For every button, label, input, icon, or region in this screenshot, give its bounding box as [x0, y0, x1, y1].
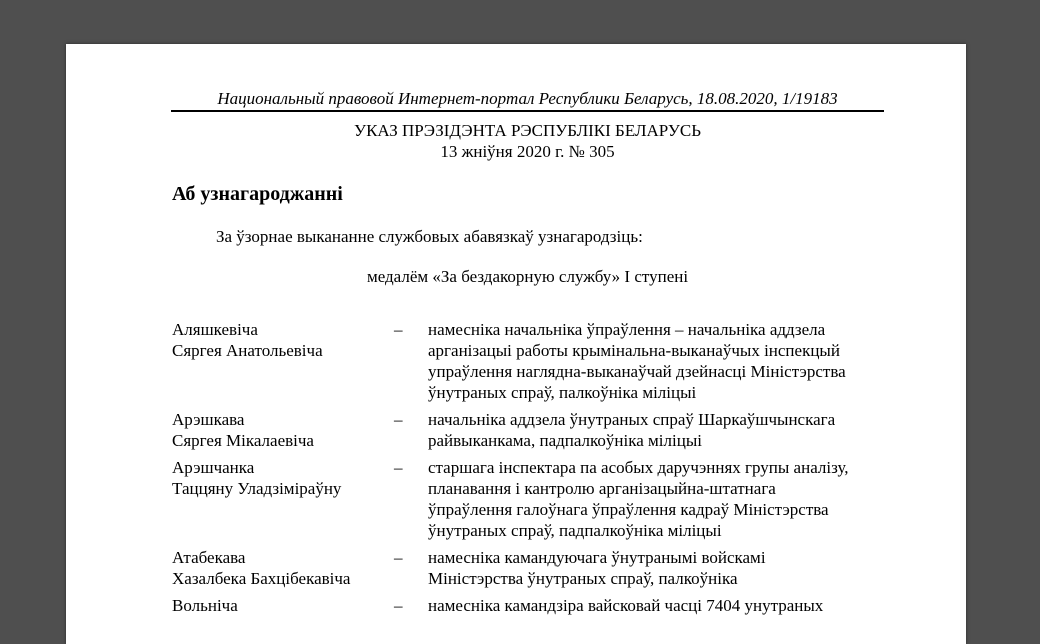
position-line: упраўлення наглядна-выканаўчай дзейнасці Міністэрства	[428, 362, 846, 381]
medal-title: медалём «За бездакорную службу» І ступені	[366, 267, 689, 286]
header-rule	[171, 110, 884, 112]
position-line: намесніка начальніка ўпраўлення – начальніка аддзела	[428, 320, 826, 339]
position-line: райвыканкама, падпалкоўніка міліцыі	[428, 431, 702, 450]
decree-heading: Аб узнагароджанні	[172, 183, 343, 205]
decree-date-number: 13 жніўня 2020 г. № 305	[440, 142, 615, 161]
document-page	[66, 44, 966, 644]
position-line: намесніка камандзіра вайсковай часці 7404 унутраных	[428, 596, 824, 615]
recipient-given-name: Сяргея Анатольевіча	[172, 341, 323, 360]
recipient-position	[428, 547, 908, 589]
recipient-row	[172, 547, 932, 589]
recipients-list	[172, 319, 932, 622]
decree-title-block	[171, 120, 884, 162]
recipient-dash: –	[394, 410, 403, 429]
position-line: арганізацыі работы крымінальна-выканаўчых інспекцый	[428, 341, 840, 360]
recipient-position	[428, 457, 908, 541]
recipient-given-name: Таццяну Уладзіміраўну	[172, 479, 342, 498]
recipient-name	[172, 457, 394, 541]
position-line: начальніка аддзела ўнутраных спраў Шаркаўшчынскага	[428, 410, 836, 429]
recipient-surname: Аляшкевіча	[172, 320, 258, 339]
recipient-name	[172, 409, 394, 451]
recipient-row	[172, 409, 932, 451]
decree-intro: За ўзорнае выкананне службовых абавязкаў узнагародзіць:	[216, 227, 643, 246]
recipient-row	[172, 595, 932, 616]
recipient-name	[172, 595, 394, 616]
position-line: намесніка камандуючага ўнутранымі войскамі	[428, 548, 766, 567]
recipient-dash: –	[394, 548, 403, 567]
recipient-surname: Арэшчанка	[172, 458, 255, 477]
recipient-position	[428, 319, 908, 403]
recipient-name	[172, 547, 394, 589]
position-line: ўнутраных спраў, падпалкоўніка міліцыі	[428, 521, 722, 540]
recipient-given-name: Сяргея Мікалаевіча	[172, 431, 314, 450]
position-line: ўнутраных спраў, палкоўніка міліцыі	[428, 383, 697, 402]
recipient-row	[172, 457, 932, 541]
recipient-surname: Атабекава	[172, 548, 246, 567]
recipient-dash: –	[394, 320, 403, 339]
recipient-surname: Арэшкава	[172, 410, 245, 429]
recipient-position	[428, 595, 908, 616]
decree-title: УКАЗ ПРЭЗІДЭНТА РЭСПУБЛІКІ БЕЛАРУСЬ	[354, 121, 701, 140]
position-line: ўпраўлення галоўнага ўпраўлення кадраў Міністэрства	[428, 500, 829, 519]
recipient-dash: –	[394, 458, 403, 477]
recipient-given-name: Хазалбека Бахцібекавіча	[172, 569, 351, 588]
recipient-name	[172, 319, 394, 403]
recipient-dash: –	[394, 596, 403, 615]
position-line: старшага інспектара па асобых даручэннях групы аналізу,	[428, 458, 849, 477]
recipient-row	[172, 319, 932, 403]
recipient-position	[428, 409, 908, 451]
position-line: планавання і кантролю арганізацыйна-штатнага	[428, 479, 776, 498]
source-header: Национальный правовой Интернет-портал Республики Беларусь, 18.08.2020, 1/19183	[217, 89, 838, 108]
position-line: Міністэрства ўнутраных спраў, палкоўніка	[428, 569, 738, 588]
recipient-surname: Вольніча	[172, 596, 238, 615]
